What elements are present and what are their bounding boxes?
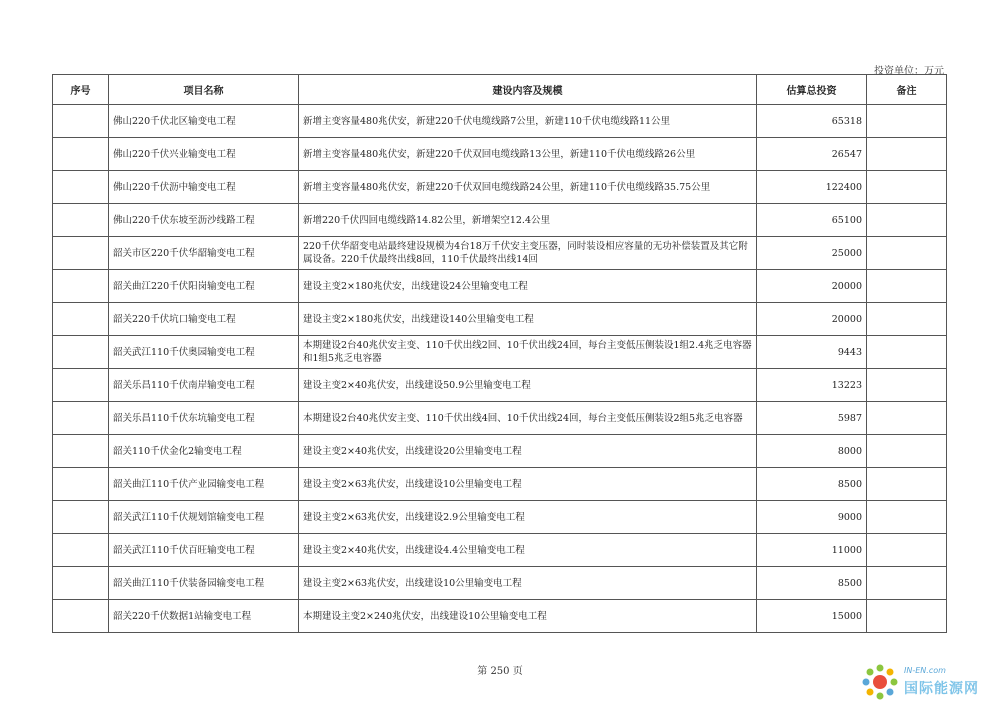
cell-seq — [53, 402, 109, 435]
header-seq: 序号 — [53, 75, 109, 105]
cell-content: 建设主变2×180兆伏安，出线建设24公里输变电工程 — [299, 270, 757, 303]
cell-seq — [53, 270, 109, 303]
cell-seq — [53, 204, 109, 237]
sunflower-logo-icon — [860, 662, 900, 702]
cell-content: 220千伏华韶变电站最终建设规模为4台18万千伏安主变压器，同时装设相应容量的无功补偿装置及其它附属设备。220千伏最终出线8回，110千伏最终出线14回 — [299, 237, 757, 270]
cell-content: 新增主变容量480兆伏安，新建220千伏电缆线路7公里，新建110千伏电缆线路11公里 — [299, 105, 757, 138]
cell-project-name: 韶关220千伏数据1站输变电工程 — [109, 600, 299, 633]
header-project-name: 项目名称 — [109, 75, 299, 105]
cell-investment: 8500 — [757, 468, 867, 501]
cell-remark — [867, 534, 947, 567]
header-investment: 估算总投资 — [757, 75, 867, 105]
table-row — [53, 270, 947, 303]
cell-remark — [867, 600, 947, 633]
cell-seq — [53, 303, 109, 336]
cell-project-name: 佛山220千伏兴业输变电工程 — [109, 138, 299, 171]
cell-content: 建设主变2×40兆伏安，出线建设20公里输变电工程 — [299, 435, 757, 468]
cell-seq — [53, 600, 109, 633]
cell-investment: 25000 — [757, 237, 867, 270]
cell-seq — [53, 534, 109, 567]
cell-investment: 20000 — [757, 303, 867, 336]
cell-content: 新增220千伏四回电缆线路14.82公里，新增架空12.4公里 — [299, 204, 757, 237]
cell-investment: 26547 — [757, 138, 867, 171]
cell-investment: 8000 — [757, 435, 867, 468]
cell-content: 建设主变2×180兆伏安，出线建设140公里输变电工程 — [299, 303, 757, 336]
cell-investment: 9443 — [757, 336, 867, 369]
cell-remark — [867, 336, 947, 369]
cell-seq — [53, 369, 109, 402]
cell-seq — [53, 567, 109, 600]
cell-seq — [53, 171, 109, 204]
cell-seq — [53, 237, 109, 270]
table-row — [53, 402, 947, 435]
cell-remark — [867, 303, 947, 336]
cell-content: 建设主变2×63兆伏安，出线建设10公里输变电工程 — [299, 567, 757, 600]
table-row — [53, 336, 947, 369]
cell-project-name: 韶关曲江110千伏产业园输变电工程 — [109, 468, 299, 501]
cell-project-name: 韶关市区220千伏华韶输变电工程 — [109, 237, 299, 270]
table-row — [53, 369, 947, 402]
cell-remark — [867, 237, 947, 270]
cell-project-name: 韶关武江110千伏规划馆输变电工程 — [109, 501, 299, 534]
table-row — [53, 468, 947, 501]
site-logo — [860, 662, 1000, 702]
cell-project-name: 韶关110千伏金化2输变电工程 — [109, 435, 299, 468]
cell-remark — [867, 567, 947, 600]
cell-remark — [867, 435, 947, 468]
cell-project-name: 韶关曲江220千伏阳岗输变电工程 — [109, 270, 299, 303]
cell-project-name: 韶关220千伏坑口输变电工程 — [109, 303, 299, 336]
cell-project-name: 韶关武江110千伏百旺输变电工程 — [109, 534, 299, 567]
investment-unit-note: 投资单位：万元 — [874, 66, 944, 77]
cell-project-name: 韶关曲江110千伏装备园输变电工程 — [109, 567, 299, 600]
cell-remark — [867, 270, 947, 303]
cell-project-name: 佛山220千伏东坡至沥沙线路工程 — [109, 204, 299, 237]
cell-content: 新增主变容量480兆伏安，新建220千伏双回电缆线路13公里，新建110千伏电缆线路26公里 — [299, 138, 757, 171]
cell-remark — [867, 369, 947, 402]
table-row — [53, 567, 947, 600]
header-content: 建设内容及规模 — [299, 75, 757, 105]
cell-project-name: 佛山220千伏北区输变电工程 — [109, 105, 299, 138]
cell-remark — [867, 402, 947, 435]
cell-investment: 20000 — [757, 270, 867, 303]
cell-content: 本期建设2台40兆伏安主变、110千伏出线4回、10千伏出线24回，每台主变低压侧装设2组5兆乏电容器 — [299, 402, 757, 435]
cell-investment: 9000 — [757, 501, 867, 534]
header-remark: 备注 — [867, 75, 947, 105]
cell-remark — [867, 468, 947, 501]
cell-project-name: 韶关乐昌110千伏东坑输变电工程 — [109, 402, 299, 435]
table-row — [53, 501, 947, 534]
table-row — [53, 303, 947, 336]
page-number: 第 250 页 — [477, 666, 523, 677]
cell-project-name: 佛山220千伏沥中输变电工程 — [109, 171, 299, 204]
cell-project-name: 韶关乐昌110千伏南岸输变电工程 — [109, 369, 299, 402]
cell-investment: 65318 — [757, 105, 867, 138]
table-row — [53, 600, 947, 633]
table-header-row — [53, 75, 947, 105]
cell-investment: 15000 — [757, 600, 867, 633]
table-row — [53, 435, 947, 468]
cell-remark — [867, 204, 947, 237]
cell-remark — [867, 105, 947, 138]
cell-seq — [53, 501, 109, 534]
cell-seq — [53, 105, 109, 138]
cell-content: 建设主变2×40兆伏安，出线建设4.4公里输变电工程 — [299, 534, 757, 567]
table-row — [53, 105, 947, 138]
cell-content: 新增主变容量480兆伏安，新建220千伏双回电缆线路24公里，新建110千伏电缆线路35.75公里 — [299, 171, 757, 204]
table-row — [53, 204, 947, 237]
cell-investment: 122400 — [757, 171, 867, 204]
logo-en-text: IN-EN.com — [904, 666, 946, 675]
cell-content: 本期建设2台40兆伏安主变、110千伏出线2回、10千伏出线24回，每台主变低压侧装设1组2.4兆乏电容器和1组5兆乏电容器 — [299, 336, 757, 369]
logo-cn-text: 国际能源网 — [904, 681, 979, 697]
table-row — [53, 138, 947, 171]
cell-project-name: 韶关武江110千伏奥园输变电工程 — [109, 336, 299, 369]
table-row — [53, 534, 947, 567]
cell-investment: 11000 — [757, 534, 867, 567]
cell-content: 建设主变2×63兆伏安，出线建设2.9公里输变电工程 — [299, 501, 757, 534]
cell-seq — [53, 138, 109, 171]
cell-content: 本期建设主变2×240兆伏安，出线建设10公里输变电工程 — [299, 600, 757, 633]
cell-content: 建设主变2×63兆伏安，出线建设10公里输变电工程 — [299, 468, 757, 501]
cell-investment: 65100 — [757, 204, 867, 237]
cell-investment: 5987 — [757, 402, 867, 435]
cell-remark — [867, 138, 947, 171]
project-table — [52, 74, 947, 633]
cell-remark — [867, 171, 947, 204]
cell-seq — [53, 336, 109, 369]
cell-investment: 8500 — [757, 567, 867, 600]
table-row — [53, 171, 947, 204]
cell-remark — [867, 501, 947, 534]
cell-investment: 13223 — [757, 369, 867, 402]
cell-seq — [53, 435, 109, 468]
cell-content: 建设主变2×40兆伏安，出线建设50.9公里输变电工程 — [299, 369, 757, 402]
cell-seq — [53, 468, 109, 501]
table-row — [53, 237, 947, 270]
